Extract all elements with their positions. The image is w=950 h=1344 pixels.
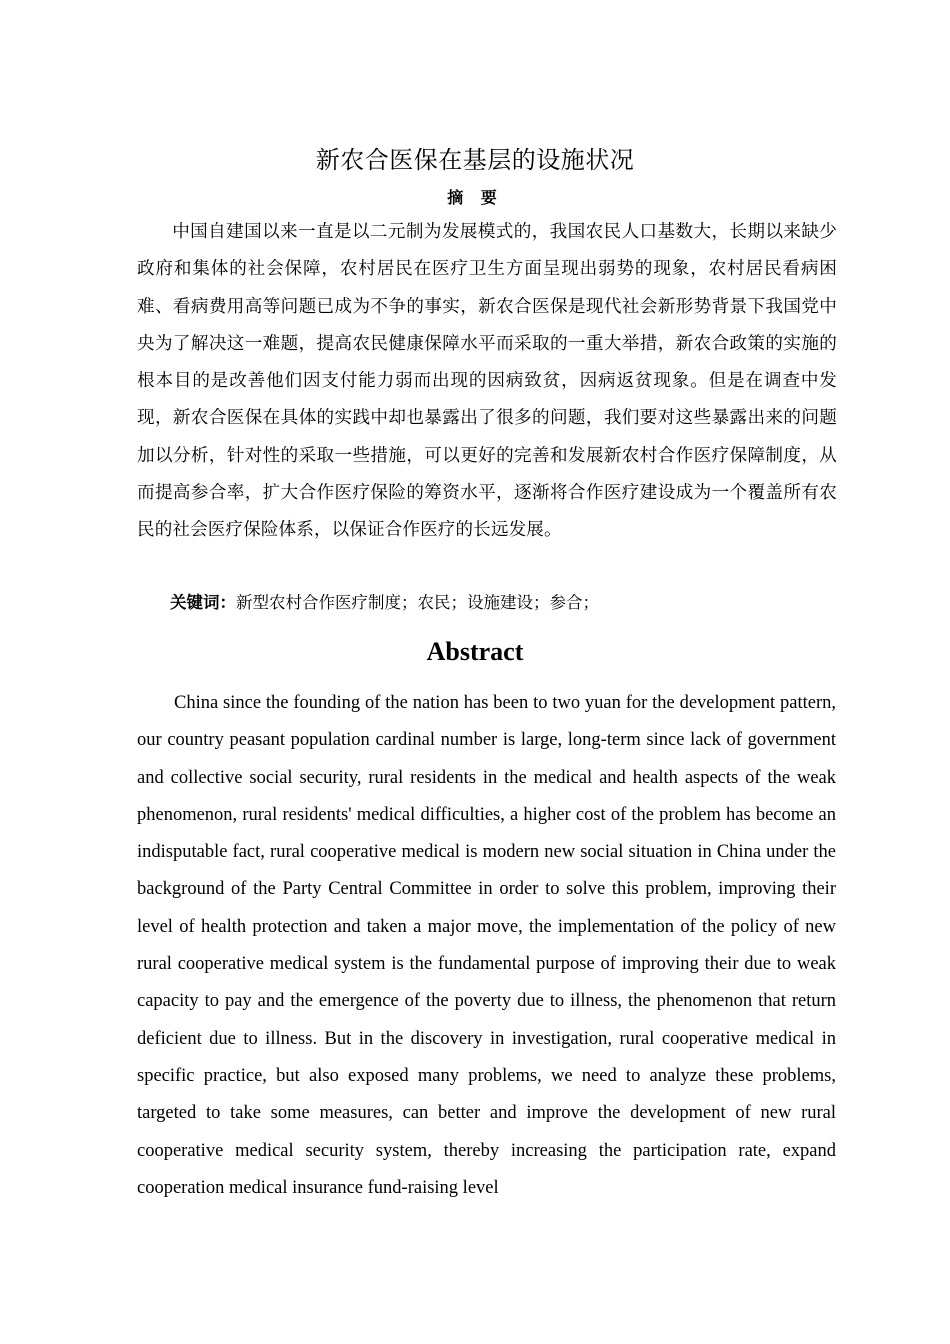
keywords-line bbox=[137, 588, 837, 618]
abstract-body-en: China since the founding of the nation has been to two yuan for the development pattern, our country peasant population cardinal number is large, long-term since lack of government and collective social security, rural residents in the medical and health aspects of the weak phenomenon, rural residents' medical difficulties, a higher cost of the problem has become an indisputable fact, rural cooperative medical is modern new social situation in China under the background of the Party Central Committee in order to solve this problem, improving their level of health protection and taken a major move, the implementation of the policy of new rural cooperative medical system is the fundamental purpose of improving their due to weak capacity to pay and the emergence of the poverty due to illness, the phenomenon that return deficient due to illness. But in the discovery in investigation, rural cooperative medical in specific practice, but also exposed many problems, we need to analyze these problems, targeted to take some measures, can better and improve the development of new rural cooperative medical security system, thereby increasing the participation rate, expand cooperation medical insurance fund-raising level bbox=[137, 693, 836, 1198]
keywords-label: 关键词： bbox=[170, 593, 236, 612]
keywords-text: 新型农村合作医疗制度；农民；设施建设；参合； bbox=[236, 593, 599, 612]
abstract-heading-cn: 摘 要 bbox=[447, 188, 503, 207]
abstract-heading-en: Abstract bbox=[426, 637, 524, 666]
abstract-body-cn: 中国自建国以来一直是以二元制为发展模式的，我国农民人口基数大，长期以来缺少政府和集体的社会保障，农村居民在医疗卫生方面呈现出弱势的现象，农村居民看病困难、看病费用高等问题已成为不争的事实，新农合医保是现代社会新形势背景下我国党中央为了解决这一难题，提高农民健康保障水平而采取的一重大举措，新农合政策的实施的根本目的是改善他们因支付能力弱而出现的因病致贫，因病返贫现象。但是在调查中发现，新农合医保在具体的实践中却也暴露出了很多的问题，我们要对这些暴露出来的问题加以分析，针对性的采取一些措施，可以更好的完善和发展新农村合作医疗保障制度，从而提高参合率，扩大合作医疗保险的筹资水平，逐渐将合作医疗建设成为一个覆盖所有农民的社会医疗保险体系，以保证合作医疗的长远发展。 bbox=[137, 222, 837, 541]
page-title: 新农合医保在基层的设施状况 bbox=[315, 146, 635, 174]
